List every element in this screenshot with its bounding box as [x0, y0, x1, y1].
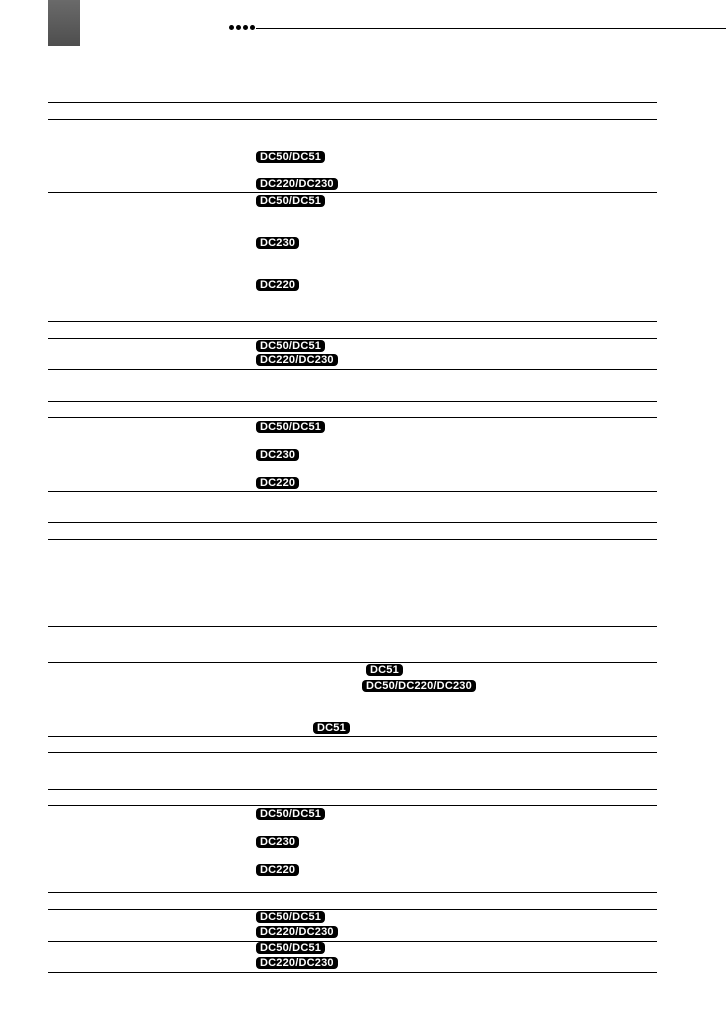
table-rule — [48, 752, 657, 753]
table-rule — [48, 662, 657, 663]
table-rule — [48, 626, 657, 627]
model-badge: DC50/DC51 — [256, 195, 325, 207]
table-rule — [48, 119, 657, 120]
table-rule — [48, 401, 657, 402]
table-rule — [48, 321, 657, 322]
model-badge: DC50/DC220/DC230 — [362, 680, 476, 692]
chapter-tab — [48, 0, 80, 46]
table-rule — [48, 736, 657, 737]
model-badge: DC50/DC51 — [256, 421, 325, 433]
model-badge: DC50/DC51 — [256, 340, 325, 352]
table-rule — [48, 192, 657, 193]
table-rule — [48, 369, 657, 370]
model-badge: DC220/DC230 — [256, 926, 338, 938]
model-badge: DC220/DC230 — [256, 957, 338, 969]
model-badge: DC230 — [256, 836, 299, 848]
section-dots-icon — [229, 25, 257, 31]
table-rule — [48, 491, 657, 492]
table-rule — [48, 789, 657, 790]
model-badge: DC50/DC51 — [256, 911, 325, 923]
table-rule — [48, 522, 657, 523]
header-rule — [256, 28, 726, 29]
table-rule — [48, 941, 657, 942]
model-badge: DC220 — [256, 864, 299, 876]
model-badge: DC50/DC51 — [256, 151, 325, 163]
table-rule — [48, 892, 657, 893]
table-rule — [48, 338, 657, 339]
model-badge: DC230 — [256, 449, 299, 461]
table-rule — [48, 539, 657, 540]
model-badge: DC220 — [256, 279, 299, 291]
table-rule — [48, 102, 657, 103]
model-badge: DC51 — [366, 664, 403, 676]
model-badge: DC51 — [313, 722, 350, 734]
table-rule — [48, 417, 657, 418]
table-rule — [48, 805, 657, 806]
model-badge: DC230 — [256, 237, 299, 249]
table-rule — [48, 972, 657, 973]
model-badge: DC50/DC51 — [256, 808, 325, 820]
model-badge: DC220/DC230 — [256, 178, 338, 190]
model-badge: DC50/DC51 — [256, 942, 325, 954]
model-badge: DC220 — [256, 477, 299, 489]
model-badge: DC220/DC230 — [256, 354, 338, 366]
table-rule — [48, 909, 657, 910]
